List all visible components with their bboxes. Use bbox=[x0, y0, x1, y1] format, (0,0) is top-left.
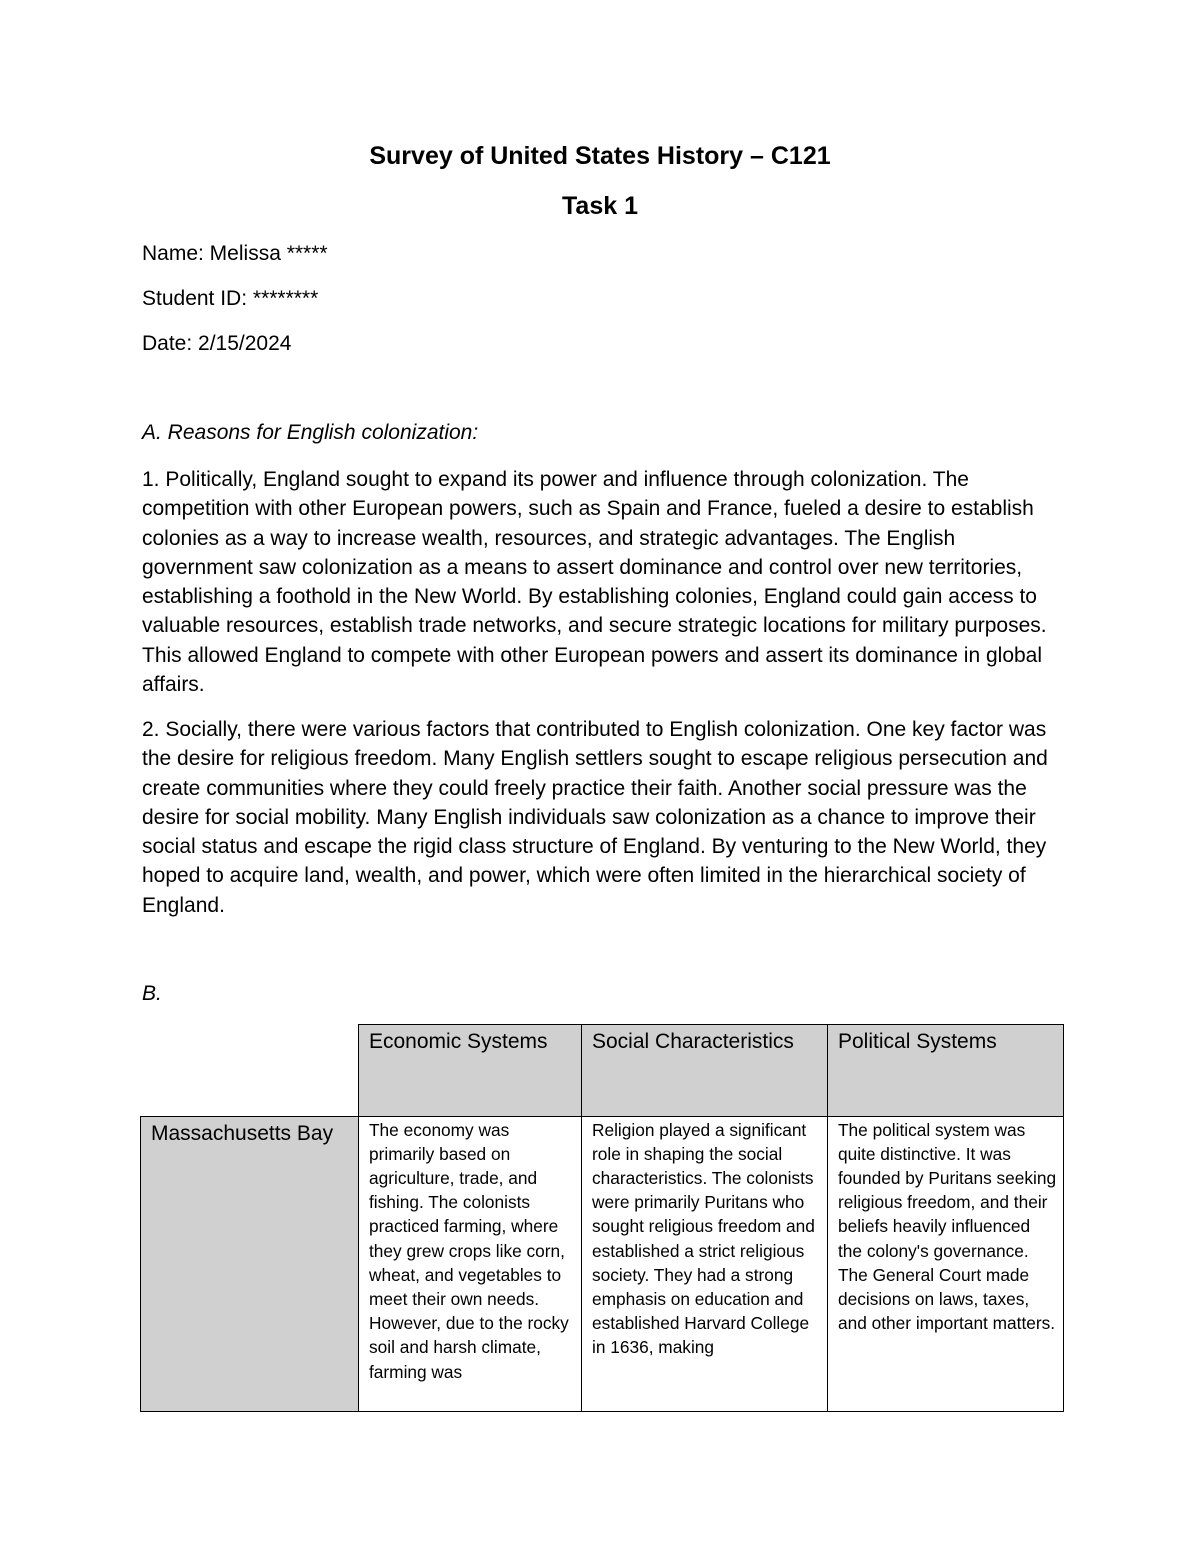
section-a-paragraph-2: 2. Socially, there were various factors that contributed to English colonization. One key factor was the desire for religious freedom. Many English settlers sought to escape religious persecution and create communities where they could freely practice their faith. Another social pressure was the desire for social mobility. Many English individuals saw colonization as a chance to improve their social status and escape the rigid class structure of England. By venturing to the New World, they hoped to acquire land, wealth, and power, which were often limited in the hierarchical society of England. bbox=[142, 718, 1048, 917]
table-header-row bbox=[141, 1025, 1064, 1117]
student-name: Name: Melissa ***** bbox=[142, 242, 328, 265]
section-a-heading: A. Reasons for English colonization: bbox=[142, 421, 479, 444]
table-corner bbox=[141, 1025, 359, 1117]
column-header-social: Social Characteristics bbox=[582, 1025, 828, 1117]
student-id: Student ID: ******** bbox=[142, 287, 319, 310]
column-header-political: Political Systems bbox=[828, 1025, 1064, 1117]
document-title: Survey of United States History – C121 bbox=[369, 142, 831, 170]
column-header-economic: Economic Systems bbox=[359, 1025, 582, 1117]
submission-date: Date: 2/15/2024 bbox=[142, 332, 292, 355]
document-subtitle: Task 1 bbox=[562, 192, 638, 220]
section-b-heading: B. bbox=[142, 982, 162, 1005]
colonies-table bbox=[140, 1024, 1064, 1412]
row-header-massachusetts-bay: Massachusetts Bay bbox=[141, 1116, 359, 1411]
cell-political: The political system was quite distinctive. It was founded by Puritans seeking religious freedom, and their beliefs heavily influenced the colony's governance. The General Court made decisions on laws, taxes, and other important matters. bbox=[828, 1116, 1064, 1411]
cell-social: Religion played a significant role in shaping the social characteristics. The colonists were primarily Puritans who sought religious freedom and established a strict religious society. They had a strong emphasis on education and established Harvard College in 1636, making bbox=[582, 1116, 828, 1411]
table-row bbox=[141, 1116, 1064, 1411]
cell-economic: The economy was primarily based on agriculture, trade, and fishing. The colonists practiced farming, where they grew crops like corn, wheat, and vegetables to meet their own needs. However, due to the rocky soil and harsh climate, farming was bbox=[359, 1116, 582, 1411]
section-a-paragraph-1: 1. Politically, England sought to expand its power and influence through colonization. The competition with other European powers, such as Spain and France, fueled a desire to establish colonies as a way to increase wealth, resources, and strategic advantages. The English government saw colonization as a means to assert dominance and control over new territories, establishing a foothold in the New World. By establishing colonies, England could gain access to valuable resources, establish trade networks, and secure strategic locations for military purposes. This allowed England to compete with other European powers and assert its dominance in global affairs. bbox=[142, 468, 1047, 697]
